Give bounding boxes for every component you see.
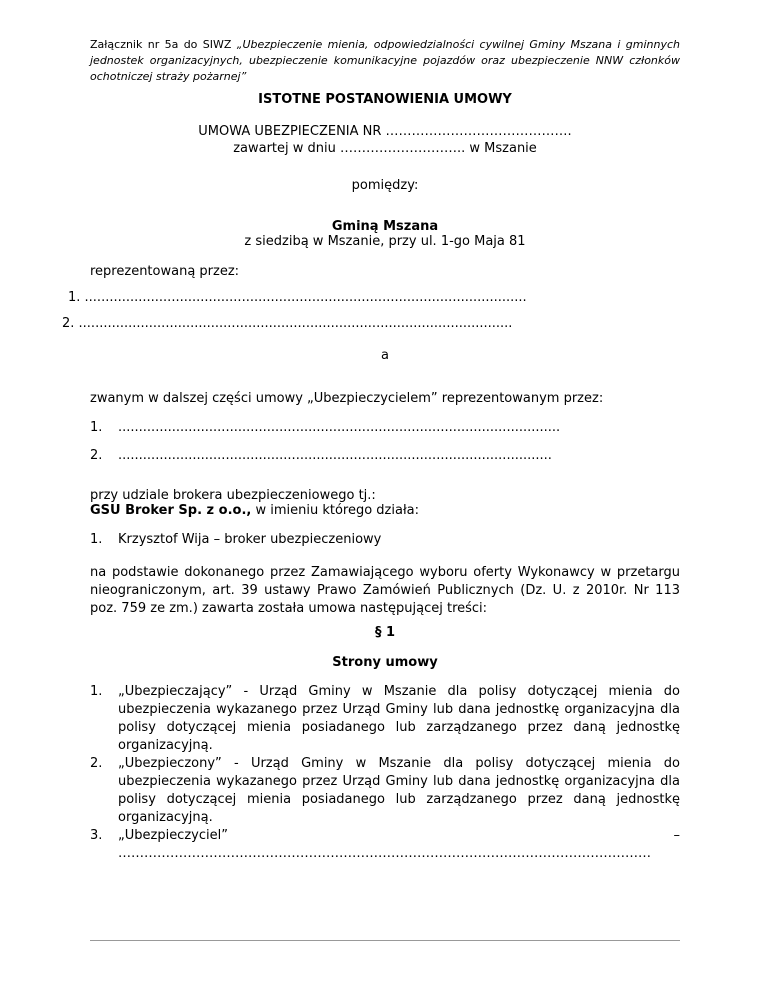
section-mark: § 1 [374, 625, 396, 640]
between-label: pomiędzy: [351, 178, 419, 193]
footer-divider [90, 940, 680, 941]
party-seat: z siedzibą w Mszanie, przy ul. 1-go Maja 81 [244, 234, 526, 249]
contract-date-line: zawartej w dniu ……………………….. w Mszanie [233, 141, 537, 156]
list-item-number: 1. [90, 684, 103, 699]
conjunction-a: a [381, 348, 389, 363]
insurer-intro: zwanym w dalszej części umowy „Ubezpieczycielem” reprezentowanym przez: [90, 391, 604, 406]
definitions-list [90, 683, 680, 863]
representative-1-line: 1. ........................................................................................................... [68, 290, 527, 305]
list-item [90, 827, 680, 863]
broker-name: GSU Broker Sp. z o.o., [90, 503, 252, 518]
broker-person-number: 1. [90, 532, 103, 547]
header-note-prefix: Załącznik nr 5a do SIWZ [90, 38, 237, 51]
header-note [90, 37, 680, 85]
representative-2-line: 2. ......................................................................................................... [62, 316, 513, 331]
contract-number-line: UMOWA UBEZPIECZENIA NR ……………………………………. [198, 124, 572, 139]
represented-by-label: reprezentowaną przez: [90, 264, 240, 279]
broker-suffix: w imieniu którego działa: [251, 503, 420, 518]
insurer-rep-2-number: 2. [90, 448, 103, 463]
list-item-number: 3. [90, 828, 103, 843]
insurer-rep-1-line: ........................................................................................................... [118, 420, 561, 435]
list-item-number: 2. [90, 756, 103, 771]
basis-paragraph: na podstawie dokonanego przez Zamawiającego wyboru oferty Wykonawcy w przetargu nieograniczonym, art. 39 ustawy Prawo Zamówień Publicznych (Dz. U. z 2010r. Nr 113 poz. 759 ze zm.) zawarta została umowa następującej treści: [90, 565, 680, 616]
document-title: ISTOTNE POSTANOWIENIA UMOWY [258, 92, 512, 107]
broker-person: Krzysztof Wija – broker ubezpieczeniowy [118, 532, 382, 547]
list-item [90, 755, 680, 827]
broker-intro: przy udziale brokera ubezpieczeniowego tj.: [90, 488, 376, 503]
list-item-text: „Ubezpieczający” - Urząd Gminy w Mszanie dla polisy dotyczącej mienia do ubezpieczenia wykazanego przez Urząd Gminy lub dana jednostkę organizacyjna dla polisy dotyczącej mienia posiadanego lub zarządzanego przez daną jednostkę organizacyjną. [118, 684, 680, 753]
party-name: Gminą Mszana [331, 219, 439, 234]
list-item-text: „Ubezpieczyciel” – …………………………………………………………………………………………………………… [118, 828, 680, 861]
list-item-text: „Ubezpieczony” - Urząd Gminy w Mszanie dla polisy dotyczącej mienia do ubezpieczenia wykazanego przez Urząd Gminy lub dana jednostkę organizacyjna dla polisy dotyczącej mienia posiadanego lub zarządzanego przez daną jednostkę organizacyjną. [118, 756, 680, 825]
list-item [90, 683, 680, 755]
insurer-rep-1-number: 1. [90, 420, 103, 435]
broker-line [90, 503, 419, 518]
insurer-rep-2-line: ......................................................................................................... [118, 448, 552, 463]
section-title: Strony umowy [332, 655, 438, 670]
header-note-title: „Ubezpieczenie mienia, odpowiedzialności cywilnej Gminy Mszana i gminnych jednostek organizacyjnych, ubezpieczenie komunikacyjne pojazdów oraz ubezpieczenie NNW członków ochotniczej straży pożarnej” [90, 38, 681, 83]
